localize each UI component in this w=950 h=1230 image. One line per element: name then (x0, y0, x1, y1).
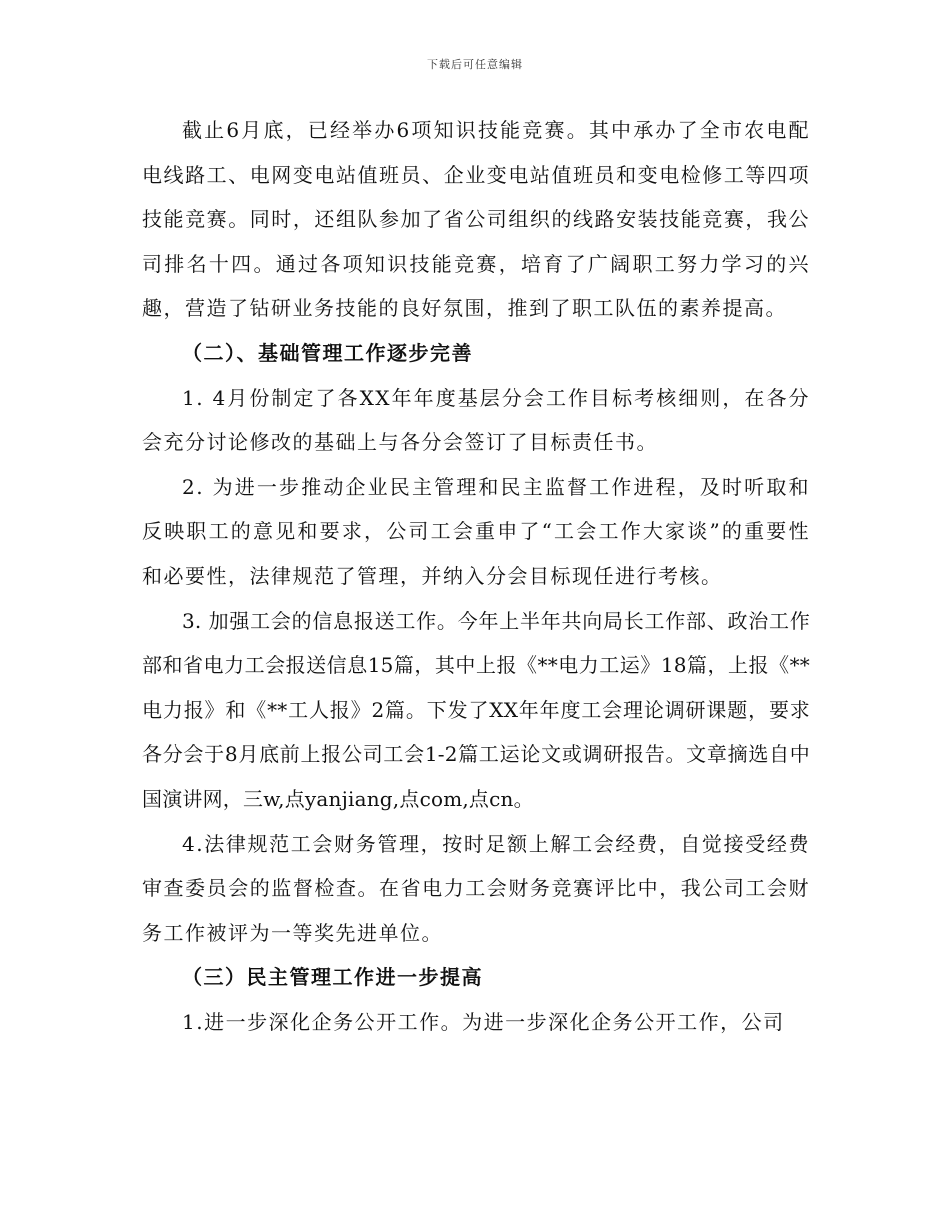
section-heading-basic-management: （二）、基础管理工作逐步完善 (182, 340, 473, 365)
page-header: 下载后可任意编辑 (427, 58, 523, 71)
section-heading-democratic-management: （三）民主管理工作进一步提高 (182, 965, 483, 990)
paragraph-skills-competition: 截止6月底，已经举办6项知识技能竞赛。其中承办了全市农电配电线路工、电网变电站值班员、企业变电站值班员和变电检修工等四项技能竞赛。同时，还组队参加了省公司组织的线路安装技能竞赛，我公司排名十四。通过各项知识技能竞赛，培育了广阔职工努力学习的兴趣，营造了钻研业务技能的良好氛围，推到了职工队伍的素养提高。 (142, 118, 810, 321)
paragraph-item-4: 4.法律规范工会财务管理，按时足额上解工会经费，自觉接受经费审查委员会的监督检查。在省电力工会财务竞赛评比中，我公司工会财务工作被评为一等奖先进单位。 (142, 831, 810, 945)
paragraph-item-2: 2. 为进一步推动企业民主管理和民主监督工作进程，及时听取和反映职工的意见和要求，公司工会重申了“工会工作大家谈”的重要性和必要性，法律规范了管理，并纳入分会目标现任进行考核。 (142, 474, 810, 588)
document-body (142, 108, 810, 1044)
paragraph-item-3: 3. 加强工会的信息报送工作。今年上半年共向局长工作部、政治工作部和省电力工会报送信息15篇，其中上报《**电力工运》18篇，上报《**电力报》和《**工人报》2篇。下发了XX年年度工会理论调研课题，要求各分会于8月底前上报公司工会1-2篇工运论文或调研报告。文章摘选自中国演讲网，三w,点yanjiang,点com,点cn。 (142, 608, 810, 811)
paragraph-deepen-disclosure: 1.进一步深化企务公开工作。为进一步深化企务公开工作，公司 (182, 1009, 785, 1034)
paragraph-item-1: 1. 4月份制定了各XX年年度基层分会工作目标考核细则，在各分会充分讨论修改的基础上与各分会签订了目标责任书。 (142, 385, 810, 455)
